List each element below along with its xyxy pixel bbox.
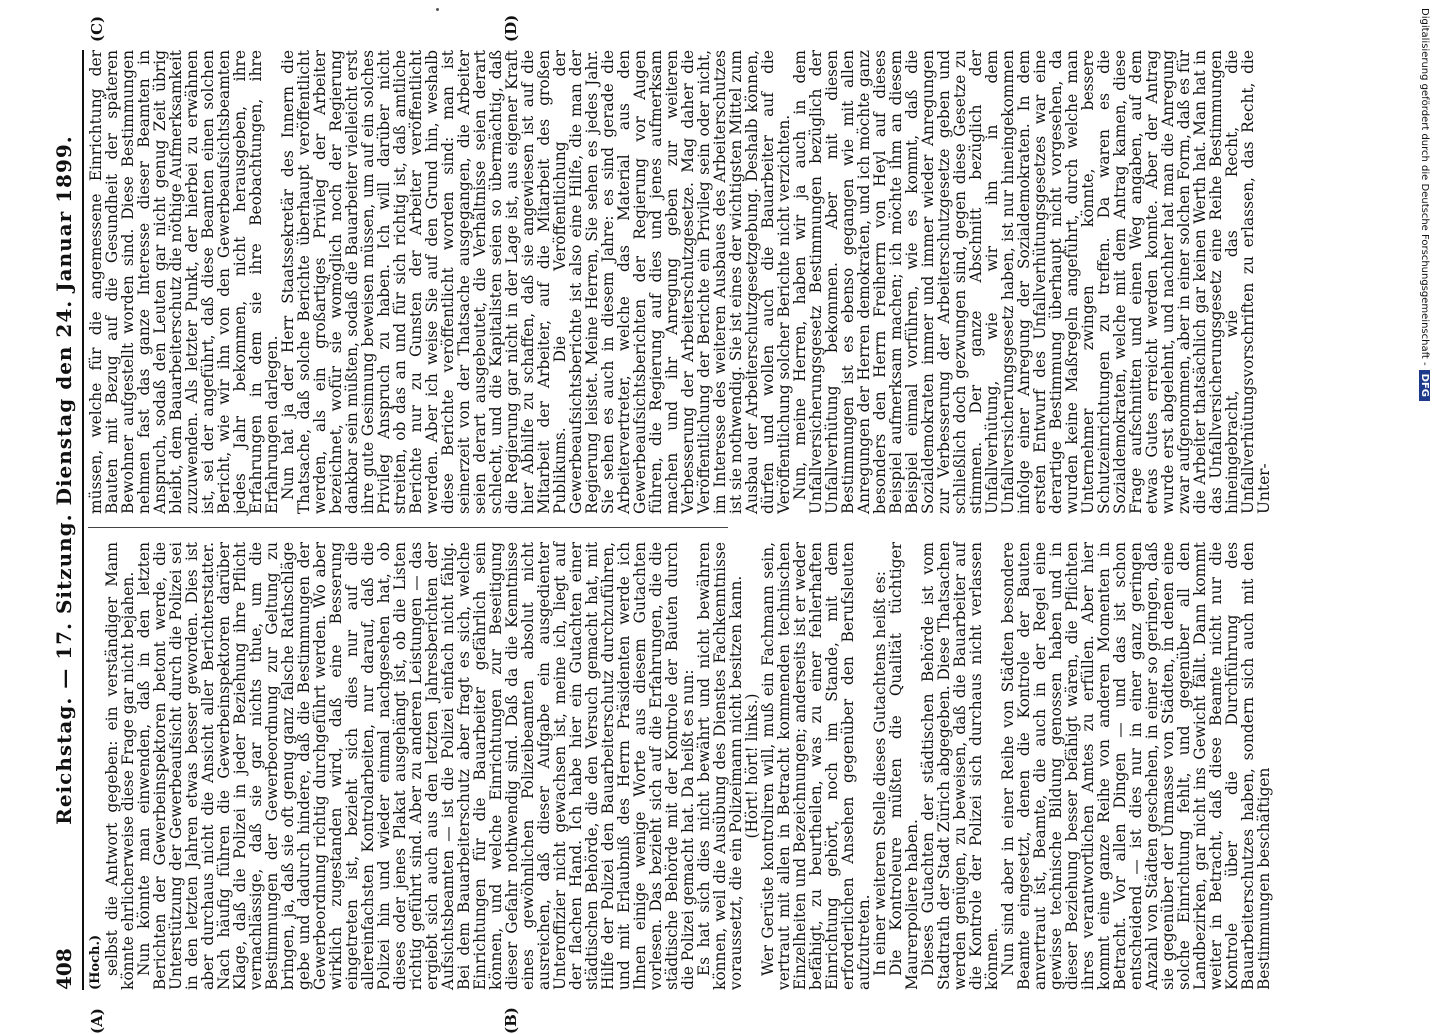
paragraph: müssen, welche für die angemessene Einrichtung der Bauten mit Bezug auf die Gesundheit der späteren Bewohner aufgestellt worden sind. Diese Bestimmungen nehmen fast das ganze Interesse dieser Beamten in Anspruch, sodaß den Leuten gar nicht genug Zeit übrig bleibt, dem Bauarbeiterschutz die nöthige Aufmerksamkeit zuzuwenden. Als letzter Punkt, der hierbei zu erwähnen ist, sei der angeführt, daß diese Beamten einen solchen Bericht, wie wir ihn von den Gewerbeaufsichtsbeamten jedes Jahr bekommen, nicht herausgeben, ihre Erfahrungen in dem sie ihre Beobachtungen, ihre Erfahrungen darlegen.	[87, 50, 281, 514]
scan-speck	[436, 8, 439, 11]
margin-marker-b: (B)	[502, 1007, 520, 1034]
quote-paragraph: Es hat sich dies nicht bewährt und nicht bewähren können, weil die Ausübung des Dienstes Fachkenntnisse voraussetzt, die ein Polizeimann nicht besitzen kann.	[695, 542, 745, 990]
paragraph: Nun hat ja der Herr Staatssekretär des Innern die Thatsache, daß solche Berichte überhaupt veröffentlicht werden, als ein großartiges Privileg der Arbeiter bezeichnet, wofür sie womöglich noch der Regierung dankbar sein müßten, sodaß die Bauarbeiter vielleicht erst ihre gute Gesinnung beweisen müssen, um auf ein solches Privileg Anspruch zu haben. Ich will darüber nicht streiten, ob das an und für sich richtig ist, daß amtliche Berichte nur zu Gunsten der Arbeiter veröffentlicht werden. Aber ich weise Sie auf den Grund hin, weshalb diese Berichte veröffentlicht worden sind: man ist seinerzeit von der Thatsache ausgegangen, die Arbeiter seien derart ausgebeutet, die Verhältnisse seien derart schlecht, und die Kapitalisten seien so übermächtig, daß die Regierung gar nicht in der Lage ist, aus eigener Kraft hier Abhilfe zu schaffen, daß sie angewiesen ist auf die Mitarbeit der Arbeiter, auf die Mitarbeit des großen Publikums. Die Veröffentlichung der Gewerbeaufsichtsberichte ist also eine Hilfe, die man der Regierung leistet. Meine Herren, Sie sehen es jedes Jahr. Sie sehen es auch in diesem Jahre: es sind gerade die Arbeitervertreter, welche das Material aus den Gewerbeaufsichtsberichten der Regierung vor Augen führen, die Regierung auf dies und jenes aufmerksam machen und ihr Anregung geben zur weiteren Verbesserung der Arbeiterschutzgesetze. Mag daher die Veröffentlichung der Berichte ein Privileg sein oder nicht, im Interesse des weiteren Ausbaues des Arbeiterschutzes ist sie nothwendig. Sie ist eines der wichtigsten Mittel zum Ausbau der Arbeiterschutzgesetzgebung. Deshalb können, dürfen und wollen auch die Bauarbeiter auf die Veröffentlichung solcher Berichte nicht verzichten.	[279, 50, 793, 514]
header-rule	[82, 50, 84, 990]
left-column	[88, 542, 1273, 990]
column-separator	[88, 527, 728, 528]
margin-marker-c: (C)	[88, 15, 106, 42]
quote-paragraph: Wer Gerüste kontroliren will, muß ein Fachmann sein, vertraut mit allen in Betracht kommenden technischen Einzelheiten und Bezeichnungen; anderseits ist er weder befähigt, zu beurtheilen, was zu einer fehlerhaften Einrichtung gehört, noch im Stande, mit dem erforderlichen Ansehen gegenüber den Berufsleuten aufzutreten.	[759, 542, 873, 990]
rotated-page-content	[52, 14, 1392, 1034]
paragraph: Nun könnte man einwenden, daß in den letzten Berichten der Gewerbeinspektoren betont werde, die Unterstützung der Gewerbeaufsicht durch die Polizei sei in den letzten Jahren etwas besser geworden. Dies ist aber durchaus nicht die Ansicht aller Berichterstatter. Nach häufig führen die Gewerbeinspektoren darüber Klage, daß die Polizei in jeder Beziehung ihre Pflicht vernachlässige, daß sie gar nichts thue, um die Bestimmungen der Gewerbeordnung zur Geltung zu bringen, ja, daß sie oft genug ganz falsche Rathschläge gebe und dadurch hindere, daß die Bestimmungen der Gewerbeordnung richtig durchgeführt werden. Wo aber wirklich zugestanden wird, daß eine Besserung eingetreten ist, bezieht sich dies nur auf die allereinfachsten Kontrolarbeiten, nur darauf, daß die Polizei hin und wieder einmal nachgesehen hat, ob dieses oder jenes Plakat ausgehängt ist, ob die Listen richtig geführt sind. Aber zu anderen Leistungen — das ergiebt sich auch aus den letzten Jahresberichten der Aufsichtsbeamten — ist die Polizei einfach nicht fähig. Bei dem Bauarbeiterschutz aber fragt es sich, welche Einrichtungen für die Bauarbeiter gefährlich sein können, und welche Einrichtungen zur Beseitigung dieser Gefahr nothwendig sind. Daß da die Kenntnisse eines gewöhnlichen Polizeibeamten absolut nicht ausreichen, daß dieser Aufgabe ein ausgedienter Unteroffizier nicht gewachsen ist, meine ich, liegt auf der flachen Hand. Ich habe hier ein Gutachten einer städtischen Behörde, die den Versuch gemacht hat, mit Hilfe der Polizei den Bauarbeiterschutz durchzuführen, und mit Erlaubniß des Herrn Präsidenten werde ich Ihnen einige wenige Worte aus diesem Gutachten vorlesen. Das bezieht sich auf die Erfahrungen, die die städtische Behörde mit der Kontrole der Bauten durch die Polizei gemacht hat. Da heißt es nun:	[135, 542, 697, 990]
paragraph: Nun sind aber in einer Reihe von Städten besondere Beamte eingesetzt, denen die Kontrole der Bauten anvertraut ist, Beamte, die auch in der Regel eine gewisse technische Bildung genossen haben und in dieser Beziehung besser befähigt wären, die Pflichten ihres verantwortlichen Amtes zu erfüllen. Aber hier kommt eine ganze Reihe von anderen Momenten in Betracht. Vor allen Dingen — und das ist schon entscheidend — ist dies nur in einer ganz geringen Anzahl von Städten geschehen, in einer so geringen, daß sie gegenüber der Unmasse von Städten, in denen eine solche Einrichtung fehlt, und gegenüber all den Landbezirken, gar nicht ins Gewicht fällt. Dann kommt weiter in Betracht, daß diese Beamte nicht nur die Kontrole über die Durchführung des Bauarbeiterschutzes haben, sondern sich auch mit den Bestimmungen beschäftigen	[999, 542, 1273, 990]
digitization-note	[1419, 8, 1430, 401]
speaker-label: (Hoch.)	[88, 934, 103, 990]
right-column	[87, 50, 1273, 514]
digitization-text: Digitalisierung gefördert durch die Deutsche Forschungsgemeinschaft -	[1419, 8, 1430, 366]
page-header	[52, 50, 80, 990]
paragraph: Dieses Gutachten der städtischen Behörde ist vom Stadtrath der Stadt Zürich abgegeben. Diese Thatsachen werden genügen, zu beweisen, daß die Bauarbeiter auf die Kontrole der Polizei sich durchaus nicht verlassen können.	[919, 542, 1001, 990]
paragraph: Nun, meine Herren, haben wir ja auch in dem Unfallversicherungsgesetz Bestimmungen bezüglich der Unfallverhütung bekommen. Aber mit diesen Bestimmungen ist es ebenso gegangen wie mit allen Anregungen der Herren demokraten, und ich möchte ganz besonders den Herrn Freiherrn von Heyl auf dieses Beispiel aufmerksam machen; ich möchte ihm an diesem Beispiel einmal vorführen, wie es kommt, daß die Sozialdemokraten immer und immer wieder Anregungen zur Verbesserung der Arbeiterschutzgesetze geben und schließlich doch gezwungen sind, gegen diese Gesetze zu stimmen. Der ganze Abschnitt bezüglich der Unfallverhütung, wie wir ihn in dem Unfallversicherungsgesetz haben, ist nur hineingekommen infolge einer Anregung der Sozialdemokraten. In dem ersten Entwurf des Unfallverhütungsgesetzes war eine derartige Bestimmung überhaupt nicht vorgesehen, da wurden keine Maßregeln angeführt, durch welche man Unternehmer zwingen könnte, bessere Schutzeinrichtungen zu treffen. Da waren es die Sozialdemokraten, welche mit dem Antrag kamen, diese Frage aufschnitten und einen Weg angaben, auf dem etwas Gutes erreicht werden konnte. Aber der Antrag wurde erst abgelehnt, und nachher hat man die Anregung zwar aufgenommen, aber in einer solchen Form, daß es für die Arbeiter thatsächlich gar keinen Werth hat. Man hat in das Unfallversicherungsgesetz eine Reihe Bestimmungen hineingebracht, wie das Recht, die Unfallverhütungsvorschriften zu erlassen, das Recht, die Unter-	[791, 50, 1273, 514]
paragraph: selbst die Antwort gegeben: ein verständiger Mann könnte ehrlicherweise diese Frage gar nicht bejahen.	[103, 542, 137, 990]
quote-paragraph: Die Kontroleure müßten die Qualität tüchtiger Maurerpoliere haben.	[887, 542, 921, 990]
margin-marker-d: (D)	[502, 14, 520, 42]
dfg-logo: DFG	[1419, 370, 1430, 401]
page-title: Reichstag. — 17. Sitzung. Dienstag den 24. Januar 1899.	[52, 135, 76, 825]
margin-marker-a: (A)	[88, 1008, 106, 1034]
interjection: (Hört! hört! links.)	[743, 693, 761, 839]
paragraph: In einer weiteren Stelle dieses Gutachtens heißt es:	[871, 571, 889, 976]
page-number: 408	[52, 948, 76, 990]
